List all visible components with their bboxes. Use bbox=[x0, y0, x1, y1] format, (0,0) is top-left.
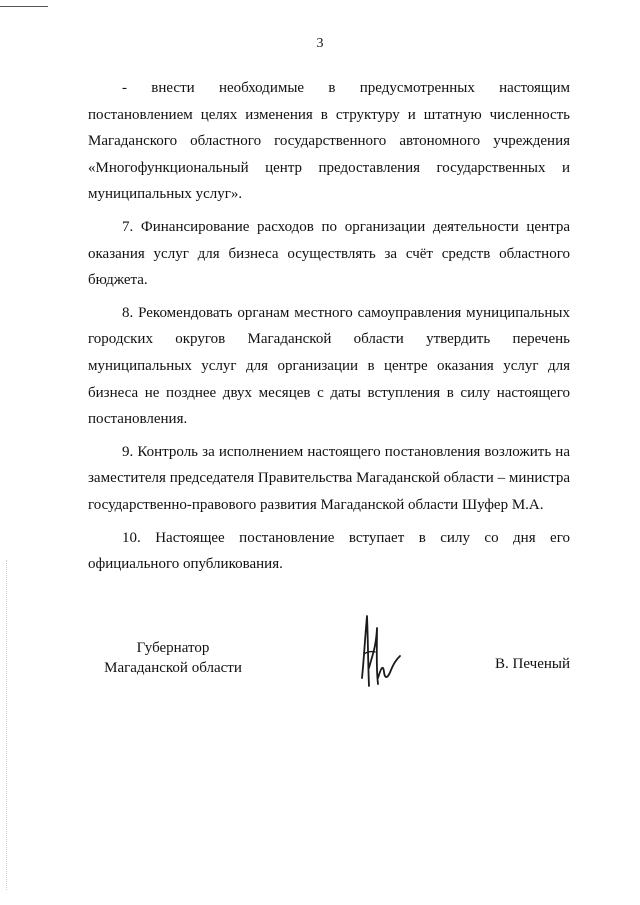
paragraph-9: 9. Контроль за исполнением настоящего постановления возложить на заместителя председателя Правительства Магаданской области – министра государственно-правового развития Магаданской области Шуфер М.А. bbox=[88, 443, 570, 513]
scan-edge-line bbox=[0, 6, 48, 7]
signer-title bbox=[88, 638, 258, 678]
handwritten-signature bbox=[350, 608, 410, 692]
paragraph-dash-item: - внести необходимые в предусмотренных настоящим постановлением целях изменения в структуру и штатную численность Магаданского областного государственного автономного учреждения «Многофункциональный центр предоставления государственных и муниципальных услуг». bbox=[88, 80, 570, 203]
signer-title-line1: Губернатор bbox=[136, 640, 210, 656]
scan-edge-marks bbox=[6, 560, 8, 890]
paragraph-7: 7. Финансирование расходов по организации деятельности центра оказания услуг для бизнеса осуществлять за счёт средств областного бюджета. bbox=[88, 218, 570, 289]
page-number: 3 bbox=[316, 36, 324, 51]
paragraph-10: 10. Настоящее постановление вступает в силу со дня его официального опубликования. bbox=[88, 529, 570, 573]
signer-title-line2: Магаданской области bbox=[104, 660, 242, 676]
document-body bbox=[88, 75, 570, 584]
paragraph-8: 8. Рекомендовать органам местного самоуправления муниципальных городских округов Магаданской области утвердить перечень муниципальных услуг для организации в центре оказания услуг для бизнеса не позднее двух месяцев с даты вступления в силу настоящего постановления. bbox=[88, 304, 570, 428]
signer-name: В. Печеный bbox=[495, 656, 570, 672]
